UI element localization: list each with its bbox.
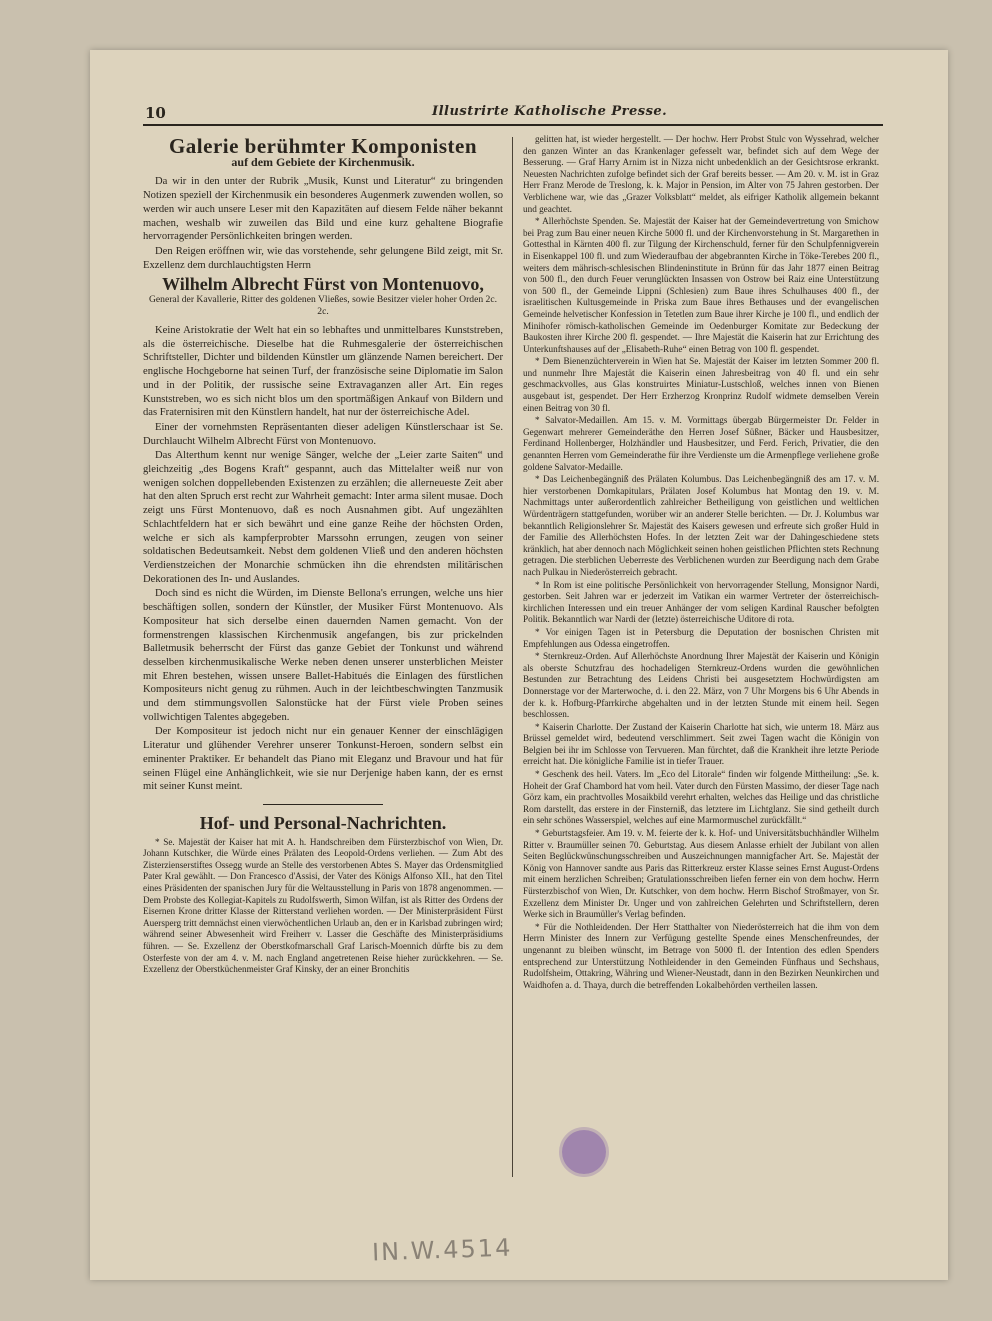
left-column [143, 134, 503, 977]
handwritten-shelfmark: IN.W.4514 [371, 1233, 513, 1267]
paragraph: Da wir in den unter der Rubrik „Musik, Kunst und Literatur“ zu bringenden Notizen speziell der Kirchenmusik ein besonderes Augenmerk zuwenden wollen, so werden wir auch unsere Leser mit den Kapazitäten auf diesem Felde näher bekannt machen, weshalb wir zuweilen das Bild und eine kurz gehaltene Biografie hervorragender Persönlichkeiten bringen werden. [143, 176, 503, 243]
paragraph: Den Reigen eröffnen wir, wie das vorstehende, sehr gelungene Bild zeigt, mit Sr. Exzellenz dem durchlauchtigsten Herrn [143, 245, 503, 271]
running-title: Illustrirte Katholische Presse. [432, 104, 668, 119]
composer-titles: General der Kavallerie, Ritter des goldenen Vließes, sowie Besitzer vieler hoher Orden 2c. 2c. [149, 294, 497, 318]
paragraph: * Salvator-Medaillen. Am 15. v. M. Vormittags übergab Bürgermeister Dr. Felder in Gegenwart mehrerer Gemeinderäthe den Herren Josef Süßner, Bäcker und Hausbesitzer, Ferdinand Hollenberger, Holzhändler und Hausbesitzer, und Ferd. Ferich, Privatier, die den genannten Herren vom Gemeinderathe für ihre Verdienste um die Armenpflege verliehene große goldene Salvator-Medaille. [523, 415, 879, 472]
composer-name: Wilhelm Albrecht Fürst von Montenuovo, [162, 274, 484, 295]
paragraph: Keine Aristokratie der Welt hat ein so lebhaftes und unmittelbares Kunststreben, als die österreichische. Dieselbe hat die Ruhmesgalerie der österreichischen Schriftsteller, Dichter und bildenden Künstler um glänzende Namen bereichert. Der englische Hochgeborne hat seinen Turf, der französische seine Diplomatie im Salon und in der Politik, der russische seine Extravaganzen aller Art. Ein reges Kunststreben, wo es sich nicht blos um den sportmäßigen Ankauf von Bildern und das Fraternisiren mit den Künstlern handelt, hat nur der österreichische Adel. [143, 325, 503, 419]
paragraph: Doch sind es nicht die Würden, im Dienste Bellona's errungen, welche uns hier beschäftigen sollen, sondern der Künstler, der Musiker Fürst Montenuovo. Als Kompositeur hat sich derselbe einen dauernden Namen gemacht. Von der formenstrengen klassischen Kirchenmusik angefangen, bis zur prickelnden Balletmusik beherrscht der Fürst das ganze Gebiet der Tonkunst und während desselben kirchenmusikalische Werke neben denen unserer unsterblichen Meister mit Ehren bestehen, wissen unsere Ballet-Habitués die Einlagen des fürstlichen Kompositeurs nicht genug zu rühmen. Auch in der leichtbeschwingten Tanzmusik und dem stimmungsvollen Salonstücke hat der Fürst viele Proben seines vollwichtigen Talentes abgegeben. [143, 588, 503, 723]
page-number: 10 [145, 104, 166, 122]
paragraph: * Kaiserin Charlotte. Der Zustand der Kaiserin Charlotte hat sich, wie unterm 18. März aus Brüssel gemeldet wird, bedeutend verschlimmert. Seit zwei Tagen wacht die Königin von Belgien bei ihr im Schlosse von Tervueren. Man fürchtet, daß die Krankheit ihre letzte Periode erreicht hat. Die königliche Familie ist in tiefer Trauer. [523, 721, 879, 767]
article-subtitle: auf dem Gebiete der Kirchenmusik. [231, 154, 415, 169]
paragraph: * Das Leichenbegängniß des Prälaten Kolumbus. Das Leichenbegängniß des am 17. v. M. hier verstorbenen Domkapitulars, Prälaten Josef Kolumbus hat Montag den 19. v. M. Nachmittags unter außerordentlich zahlreicher Betheiligung von geistlichen und weltlichen Würdenträgern stattgefunden, worüber wir an anderer Stelle berichten. — Dr. J. Kolumbus war bekanntlich Religionslehrer Sr. Majestät des Kaisers gewesen und erfreute sich großer Huld in der Familie des Allerhöchsten Hofes. In der letzten Zeit war der Dahingeschiedene stets kränklich, hat aber dennoch nach Möglichkeit seinen hohen geistlichen Pflichten stets Rechnung getragen. Die sterblichen Ueberreste des Verblichenen wurden zur Beerdigung nach dem Grabe nach Pulkau in Niederösterreich gebracht. [523, 474, 879, 577]
header-rule [143, 124, 883, 126]
paragraph: * Dem Bienenzüchterverein in Wien hat Se. Majestät der Kaiser im letzten Sommer 200 fl. und nunmehr Ihre Majestät die Kaiserin einen Jahresbeitrag von 40 fl. und ein sehr geschmackvolles, aus Glas konstruirtes Miniatur-Lustschloß, welches innen von Bienen ausgebaut ist, gespendet. Der Herr Erzherzog Kronprinz Rudolf widmete demselben Verein einen Beitrag von 30 fl. [523, 356, 879, 413]
paragraph: Einer der vornehmsten Repräsentanten dieser adeligen Künstlerschaar ist Se. Durchlaucht Wilhelm Albrecht Fürst von Montenuovo. [143, 421, 503, 447]
article-title: Galerie berühmter Komponisten [168, 134, 478, 158]
library-stamp [562, 1130, 606, 1174]
paragraph: * In Rom ist eine politische Persönlichkeit von hervorragender Stellung, Monsignor Nardi, gestorben. Seit Jahren war er jederzeit im Vatikan ein warmer Vertreter der österreichisch-kirchlichen Interessen und ein treuer Anhänger der vom seligen Kardinal Rauscher befolgten Politik. Bekanntlich war Nardi der (letzte) österreichische Uditore di rota. [523, 579, 879, 625]
paragraph: * Vor einigen Tagen ist in Petersburg die Deputation der bosnischen Christen mit Empfehlungen aus Odessa eingetroffen. [523, 626, 879, 649]
paragraph: * Sternkreuz-Orden. Auf Allerhöchste Anordnung Ihrer Majestät der Kaiserin und Königin als oberste Schutzfrau des hochadeligen Sternkreuz-Ordens wurden die gewöhnlichen Bestunden zur Betrachtung des Leidens Christi bei ausgesetztem Hochwürdigsten am Donnerstage vor der Marterwoche, d. i. den 22. März, von 7 Uhr Morgens bis 6 Uhr Abends in der k. k. Hofburg-Pfarrkirche abgehalten und in der letzten Stunde mit einem heil. Segen beschlossen. [523, 651, 879, 720]
section-title: Hof- und Personal-Nachrichten. [199, 812, 447, 833]
section-divider [263, 804, 383, 805]
right-column [523, 134, 879, 992]
paragraph: * Geschenk des heil. Vaters. Im „Eco del Litorale“ finden wir folgende Mittheilung: „Se. k. Hoheit der Graf Chambord hat vom heil. Vater durch den Fürsten Massimo, der dieser Tage nach Görz kam, ein prachtvolles Mosaikbild verehrt erhalten, welches das Heilige und das christliche Rom darstellt, das erstere in der Finsterniß, das letztere im Lichtglanz. Sie sind getheilt durch ein sehr schönes Wasserspiel, welches auf eine Marmormuschel zurückfällt.“ [523, 769, 879, 826]
paragraph: gelitten hat, ist wieder hergestellt. — Der hochw. Herr Probst Stulc von Wyssehrad, welcher den ganzen Winter an das Krankenlager gefesselt war, befindet sich auf dem Wege der Besserung. — Graf Harry Arnim ist in Nizza nicht unbedenklich an der Gesichtsrose erkrankt. Neuesten Nachrichten zufolge befindet sich der Graf bereits besser. — Am 20. v. M. ist in Graz Herr Franz Merode de Treslong, k. k. Major in Pension, im Alter von 75 Jahren gestorben. Der Verblichene war, wie das „Grazer Volksblatt“ meldet, als eifriger Katholik allgemein bekannt und geachtet. [523, 134, 879, 214]
paragraph: * Allerhöchste Spenden. Se. Majestät der Kaiser hat der Gemeindevertretung von Smichow bei Prag zum Bau einer neuen Kirche 5000 fl. und der Kirchenvorstehung in St. Margarethen in Gottesthal in Kärnten 400 fl. zur Tilgung der Kirchenschuld, ferner für den Schulpfennigverein in Eisenkappel 100 fl. und zum Wiederaufbau der abgebrannten Kirche in Töke-Terebes 200 fl., weiters dem mährisch-schlesischen Blindeninstitute in Brünn für das Jahr 1877 einen Beitrag von 500 fl., den durch Feuer verunglückten Insassen von Ostrow bei Raiz eine Unterstützung von 500 fl., der Gemeinde Lippni (Schlesien) zum Baue ihres Schulhauses 400 fl., der israelitischen Kultusgemeinde in Priska zum Baue ihres Bethauses und der evangelischen Gemeinde helvetischer Konfession in Tetetlen zum Baue ihrer Kirche je 100 fl., und endlich der Minihofer römisch-katholischen Gemeinde im Oedenburger Komitate zur Bedeckung der Baukosten ihrer Kirche 200 fl. gespendet. — Ihre Majestät die Kaiserin hat zur Errichtung des Unterkunftshauses auf der „Elisabeth-Ruhe“ einen Betrag von 100 fl. gespendet. [523, 216, 879, 354]
column-rule [512, 137, 513, 1177]
paragraph: * Geburtstagsfeier. Am 19. v. M. feierte der k. k. Hof- und Universitätsbuchhändler Wilhelm Ritter v. Braumüller seinen 70. Geburtstag. Aus diesem Anlasse erhielt der Jubilant von allen Seiten Beglückwünschungsschreiben und Auszeichnungen mannigfacher Art. Se. Majestät der König von Hannover sandte aus Paris das Ritterkreuz erster Klasse seines Ernst August-Ordens mit einem herzlichen Schreiben; Gratulationsschreiben liefen ferner ein von dem hochw. Herrn Fürsterzbischof von Wien, Dr. Kutschker, von dem hochw. Herrn Bischof Stroßmayer, von Sr. Exzellenz dem Minister Dr. Unger und von zahlreichen Gelehrten und Schriftstellern, deren Werke sich in Braumüller's Verlag befinden. [523, 828, 879, 920]
paragraph: Das Alterthum kennt nur wenige Sänger, welche der „Leier zarte Saiten“ und gleichzeitig „des Bogens Kraft“ gespannt, auch das Mittelalter weiß nur von wenigen solchen doppellebenden Existenzen zu erzählen; die allerneueste Zeit aber hat den alten Spruch erst recht zur Wahrheit gemacht: Inter arma silent musae. Doch zeigt uns Fürst Montenuovo, daß es noch Ausnahmen gibt. Auf ungezählten Schlachtfeldern hat er sich bewährt und eine ganze Reihe der höchsten Orden, welche er sich als kampferprobter Marssohn errungen, zeugen von seiner soldatischen Bedeutsamkeit. Nebst dem goldenen Vließ und den anderen höchsten Verdienstzeichen der Monarchie schmücken ihn die ehrendsten militärischen Dekorationen des In- und Auslandes. [143, 450, 503, 585]
paragraph: Der Kompositeur ist jedoch nicht nur ein genauer Kenner der einschlägigen Literatur und glühender Verehrer unserer Tonkunst-Heroen, sondern selbst ein eminenter Praktiker. Er behandelt das Piano mit Eleganz und Bravour und hat für seinen Flügel eine Anhänglichkeit, wie sie nur Derjenige haben kann, der es ernst mit seiner Kunst meint. [143, 726, 503, 793]
paragraph: * Für die Nothleidenden. Der Herr Statthalter von Niederösterreich hat die ihm von dem Herrn Minister des Innern zur Verfügung gestellte Spende eines Menschenfreundes, der ungenannt zu bleiben wünscht, im Betrage von 5000 fl. der Intention des edlen Spenders entsprechend zur Unterstützung Nothleidender in den Gemeinden Fünfhaus und Sechshaus, Rudolfsheim, Ottakring, Währing und Wiener-Neustadt, dann in den Bezirken Neunkirchen und Waidhofen a. d. Thaya, durch die betreffenden Lokalbehörden vertheilen lassen. [523, 921, 879, 990]
paragraph: * Se. Majestät der Kaiser hat mit A. h. Handschreiben dem Fürsterzbischof von Wien, Dr. Johann Kutschker, die Würde eines Prälaten des Leopold-Ordens verliehen. — Zum Abt des Zisterzienserstiftes Ossegg wurde an Stelle des verstorbenen Abtes S. Mayer das Ordensmitglied Pater Kral gewählt. — Don Francesco d'Assisi, der Vater des Königs Alfonso XII., hat den Titel eines Präsidenten der spanischen Jury für die Weltausstellung in Paris von 1878 angenommen. — Dem Probste des Kollegiat-Kapitels zu Rudolfswerth, Simon Wilfan, ist als Ritter des Ordens der Eisernen Krone dritter Klasse der Ritterstand verliehen worden. — Der Ministerpräsident Fürst Auersperg tritt demnächst einen vierwöchentlichen Urlaub an, den er in Karlsbad zubringen wird; während seiner Abwesenheit wird Freiherr v. Lasser die Geschäfte des Ministerpräsidiums führen. — Se. Exzellenz der Oberstkofmarschall Graf Larisch-Moennich dürfte bis zu dem Osterfeste von der am 4. v. M. nach England angetretenen Reise hieher zurückkehren. — Se. Exzellenz der Oberstküchenmeister Graf Kinsky, der an einer Bronchitis [143, 836, 503, 975]
